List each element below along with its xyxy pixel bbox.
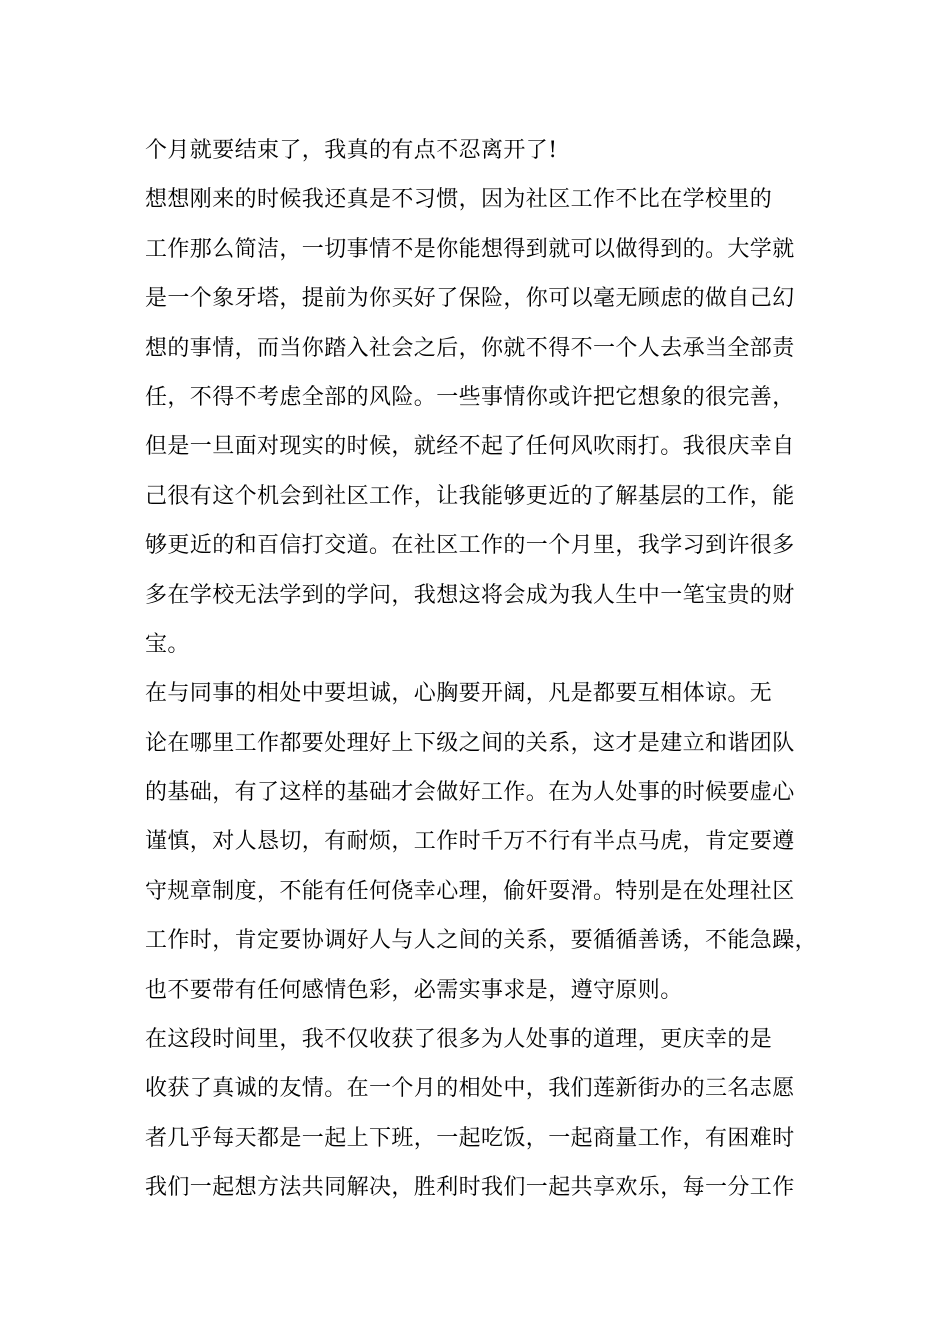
text-line: 守规章制度，不能有任何侥幸心理，偷奸耍滑。特别是在处理社区 <box>145 878 795 904</box>
text-line: 想的事情，而当你踏入社会之后，你就不得不一个人去承当全部责 <box>145 335 795 361</box>
text-line: 多在学校无法学到的学问，我想这将会成为我人生中一笔宝贵的财 <box>145 582 795 608</box>
text-line: 个月就要结束了，我真的有点不忍离开了! <box>145 138 558 163</box>
text-line: 想想刚来的时候我还真是不习惯，因为社区工作不比在学校里的 <box>145 187 773 213</box>
document-body <box>145 126 825 1213</box>
text-line: 够更近的和百信打交道。在社区工作的一个月里，我学习到许很多 <box>145 533 795 559</box>
text-line: 是一个象牙塔，提前为你买好了保险，你可以毫无顾虑的做自己幻 <box>145 286 795 312</box>
text-line: 收获了真诚的友情。在一个月的相处中，我们莲新街办的三名志愿 <box>145 1076 795 1102</box>
text-line: 但是一旦面对现实的时候，就经不起了任何风吹雨打。我很庆幸自 <box>145 434 795 460</box>
text-line: 工作那么简洁，一切事情不是你能想得到就可以做得到的。大学就 <box>145 236 795 262</box>
text-line: 论在哪里工作都要处理好上下级之间的关系，这才是建立和谐团队 <box>145 730 795 756</box>
text-line: 谨慎，对人恳切，有耐烦，工作时千万不行有半点马虎，肯定要遵 <box>145 829 795 855</box>
text-line: 的基础，有了这样的基础才会做好工作。在为人处事的时候要虚心 <box>145 780 795 806</box>
text-line: 也不要带有任何感情色彩，必需实事求是，遵守原则。 <box>145 977 683 1003</box>
text-line: 在这段时间里，我不仅收获了很多为人处事的道理，更庆幸的是 <box>145 1027 773 1053</box>
text-line: 者几乎每天都是一起上下班，一起吃饭，一起商量工作，有困难时 <box>145 1125 795 1151</box>
text-line: 在与同事的相处中要坦诚，心胸要开阔，凡是都要互相体谅。无 <box>145 681 773 707</box>
text-line: 己很有这个机会到社区工作，让我能够更近的了解基层的工作，能 <box>145 483 795 509</box>
text-line: 任，不得不考虑全部的风险。一些事情你或许把它想象的很完善， <box>145 384 795 410</box>
text-line: 我们一起想方法共同解决，胜利时我们一起共享欢乐，每一分工作 <box>145 1175 795 1201</box>
text-line: 工作时，肯定要协调好人与人之间的关系，要循循善诱，不能急躁， <box>145 928 818 954</box>
text-line: 宝。 <box>145 631 190 657</box>
